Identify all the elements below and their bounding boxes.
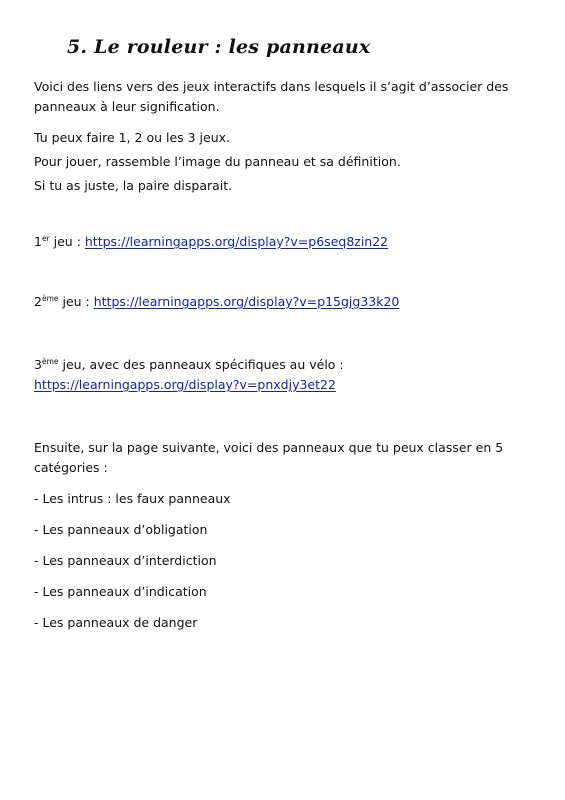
game-1-label: jeu : (49, 234, 85, 249)
instruction-line-3: Si tu as juste, la paire disparait. (34, 178, 233, 193)
game-2-link[interactable]: https://learningapps.org/display?v=p15gjg33k20 (93, 294, 400, 309)
instruction-line-2: Pour jouer, rassemble l’image du panneau et sa définition. (34, 154, 401, 169)
category-item-danger: - Les panneaux de danger (34, 615, 198, 630)
game-1-line (34, 232, 388, 252)
game-3-ordinal: ème (41, 357, 59, 366)
game-3-number: 3 (34, 357, 42, 372)
categories-intro-line-2: catégories : (34, 460, 108, 475)
page-title: 5. Le rouleur : les panneaux (67, 36, 371, 58)
game-2-number: 2 (34, 294, 42, 309)
category-item-obligation: - Les panneaux d’obligation (34, 522, 208, 537)
intro-line-1: Voici des liens vers des jeux interactifs dans lesquels il s’agit d’associer des (34, 79, 509, 94)
game-1-number: 1 (34, 234, 42, 249)
game-3-label: jeu, avec des panneaux spécifiques au vélo : (58, 357, 344, 372)
game-3-link-line (34, 375, 336, 395)
game-3-line (34, 355, 344, 375)
categories-intro-line-1: Ensuite, sur la page suivante, voici des panneaux que tu peux classer en 5 (34, 440, 504, 455)
intro-line-2: panneaux à leur signification. (34, 99, 220, 114)
game-1-ordinal: er (41, 234, 50, 243)
category-item-indication: - Les panneaux d’indication (34, 584, 207, 599)
game-1-link[interactable]: https://learningapps.org/display?v=p6seq8zin22 (84, 234, 389, 249)
game-3-link[interactable]: https://learningapps.org/display?v=pnxdjy3et22 (34, 377, 336, 392)
game-2-ordinal: ème (41, 294, 59, 303)
instruction-line-1: Tu peux faire 1, 2 ou les 3 jeux. (34, 130, 231, 145)
category-item-intrus: - Les intrus : les faux panneaux (34, 491, 231, 506)
game-2-line (34, 292, 399, 312)
game-2-label: jeu : (58, 294, 94, 309)
category-item-interdiction: - Les panneaux d’interdiction (34, 553, 217, 568)
